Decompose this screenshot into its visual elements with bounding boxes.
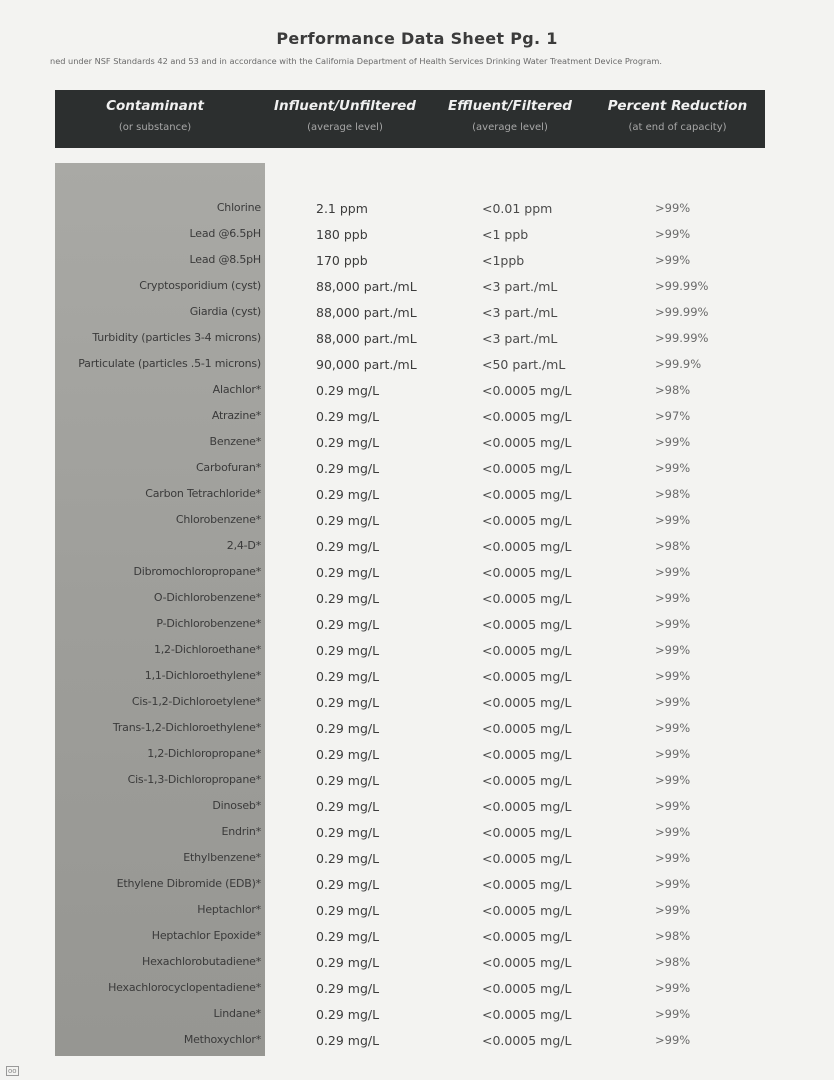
effluent-cell: <3 part./mL [482,279,558,294]
header-effluent [430,90,590,148]
table-row [55,352,765,378]
effluent-cell: <0.0005 mg/L [482,487,572,502]
influent-cell: 88,000 part./mL [316,305,417,320]
influent-cell: 0.29 mg/L [316,773,380,788]
table-row [55,820,765,846]
influent-cell: 0.29 mg/L [316,1033,380,1048]
reduction-cell: >99% [655,591,691,605]
table-row [55,560,765,586]
table-row [55,846,765,872]
effluent-cell: <0.0005 mg/L [482,643,572,658]
effluent-cell: <0.0005 mg/L [482,929,572,944]
influent-cell: 88,000 part./mL [316,279,417,294]
effluent-cell: <0.0005 mg/L [482,825,572,840]
reduction-cell: >99% [655,799,691,813]
contaminant-cell: Lindane* [213,1007,261,1020]
reduction-cell: >99% [655,851,691,865]
table-row [55,274,765,300]
influent-cell: 88,000 part./mL [316,331,417,346]
effluent-cell: <0.0005 mg/L [482,591,572,606]
contaminant-cell: 1,2-Dichloroethane* [153,643,261,656]
contaminant-cell: Atrazine* [211,409,261,422]
reduction-cell: >99% [655,513,691,527]
header-influent [260,90,430,148]
effluent-cell: <0.0005 mg/L [482,409,572,424]
table-row [55,196,765,222]
table-row [55,430,765,456]
influent-cell: 0.29 mg/L [316,435,380,450]
header-subtitle: (average level) [472,122,548,133]
effluent-cell: <3 part./mL [482,305,558,320]
table-row [55,950,765,976]
reduction-cell: >99% [655,435,691,449]
reduction-cell: >99% [655,903,691,917]
effluent-cell: <0.0005 mg/L [482,903,572,918]
contaminant-cell: Endrin* [221,825,261,838]
influent-cell: 0.29 mg/L [316,383,380,398]
reduction-cell: >99% [655,981,691,995]
table-row [55,534,765,560]
effluent-cell: <0.0005 mg/L [482,695,572,710]
table-row [55,768,765,794]
contaminant-cell: Carbon Tetrachloride* [145,487,261,500]
corner-mark: oo [8,1067,17,1075]
reduction-cell: >99.99% [655,279,709,293]
effluent-cell: <0.0005 mg/L [482,669,572,684]
influent-cell: 0.29 mg/L [316,591,380,606]
reduction-cell: >99% [655,201,691,215]
contaminant-cell: Alachlor* [212,383,261,396]
reduction-cell: >99% [655,461,691,475]
reduction-cell: >99% [655,617,691,631]
contaminant-cell: P-Dichlorobenzene* [156,617,261,630]
reduction-cell: >99% [655,643,691,657]
table-row [55,326,765,352]
reduction-cell: >97% [655,409,691,423]
contaminant-cell: O-Dichlorobenzene* [153,591,261,604]
reduction-cell: >98% [655,955,691,969]
header-title: Percent Reduction [607,98,748,114]
reduction-cell: >99% [655,1007,691,1021]
header-subtitle: (or substance) [118,122,192,133]
effluent-cell: <50 part./mL [482,357,566,372]
contaminant-cell: Benzene* [209,435,261,448]
effluent-cell: <0.0005 mg/L [482,877,572,892]
reduction-cell: >99.99% [655,331,709,345]
contaminant-cell: Cryptosporidium (cyst) [139,279,261,292]
influent-cell: 0.29 mg/L [316,721,380,736]
table-row [55,456,765,482]
effluent-cell: <0.0005 mg/L [482,747,572,762]
table-row [55,378,765,404]
influent-cell: 0.29 mg/L [316,799,380,814]
contaminant-cell: 2,4-D* [226,539,261,552]
contaminant-cell: Heptachlor* [197,903,261,916]
header-title: Effluent/Filtered [448,98,572,114]
effluent-cell: <0.0005 mg/L [482,851,572,866]
table-row [55,716,765,742]
reduction-cell: >98% [655,539,691,553]
reduction-cell: >99% [655,773,691,787]
header-contaminant [55,90,255,148]
effluent-cell: <1ppb [482,253,525,268]
reduction-cell: >99% [655,565,691,579]
effluent-cell: <0.0005 mg/L [482,435,572,450]
table-row [55,794,765,820]
page-title: Performance Data Sheet Pg. 1 [276,29,558,48]
influent-cell: 0.29 mg/L [316,461,380,476]
table-row [55,300,765,326]
table-row [55,222,765,248]
contaminant-cell: Particulate (particles .5-1 microns) [78,357,261,370]
contaminant-cell: Hexachlorocyclopentadiene* [108,981,261,994]
contaminant-cell: Lead @8.5pH [189,253,261,266]
table-row [55,898,765,924]
table-row [55,508,765,534]
influent-cell: 180 ppb [316,227,368,242]
effluent-cell: <0.0005 mg/L [482,721,572,736]
table-row [55,586,765,612]
page-subtitle: ned under NSF Standards 42 and 53 and in accordance with the California Department of Health Services Drinking Water Treatment Device Program. [50,56,662,66]
table-row [55,872,765,898]
contaminant-cell: Carbofuran* [195,461,261,474]
table-row [55,924,765,950]
effluent-cell: <0.0005 mg/L [482,539,572,554]
header-percent-reduction [590,90,765,148]
influent-cell: 0.29 mg/L [316,487,380,502]
influent-cell: 0.29 mg/L [316,929,380,944]
influent-cell: 0.29 mg/L [316,513,380,528]
table-row [55,690,765,716]
reduction-cell: >99% [655,253,691,267]
influent-cell: 0.29 mg/L [316,695,380,710]
table-row [55,976,765,1002]
table-header [55,90,765,148]
contaminant-cell: Chlorine [216,201,261,214]
influent-cell: 0.29 mg/L [316,643,380,658]
contaminant-cell: Turbidity (particles 3-4 microns) [92,331,261,344]
contaminant-cell: Dinoseb* [212,799,261,812]
influent-cell: 0.29 mg/L [316,825,380,840]
influent-cell: 0.29 mg/L [316,565,380,580]
influent-cell: 0.29 mg/L [316,539,380,554]
header-subtitle: (average level) [307,122,383,133]
effluent-cell: <0.0005 mg/L [482,773,572,788]
contaminant-cell: Lead @6.5pH [189,227,261,240]
reduction-cell: >99% [655,747,691,761]
influent-cell: 0.29 mg/L [316,669,380,684]
contaminant-cell: Dibromochloropropane* [133,565,261,578]
effluent-cell: <0.0005 mg/L [482,1033,572,1048]
reduction-cell: >99% [655,721,691,735]
reduction-cell: >98% [655,383,691,397]
reduction-cell: >99% [655,669,691,683]
header-title: Contaminant [106,98,204,114]
effluent-cell: <0.0005 mg/L [482,981,572,996]
influent-cell: 0.29 mg/L [316,617,380,632]
contaminant-cell: 1,1-Dichloroethylene* [144,669,261,682]
contaminant-cell: Giardia (cyst) [189,305,261,318]
contaminant-cell: Cis-1,2-Dichloroetylene* [131,695,261,708]
effluent-cell: <0.0005 mg/L [482,617,572,632]
effluent-cell: <0.0005 mg/L [482,461,572,476]
influent-cell: 0.29 mg/L [316,851,380,866]
effluent-cell: <0.01 ppm [482,201,553,216]
contaminant-cell: Hexachlorobutadiene* [142,955,261,968]
data-table [55,196,765,1054]
influent-cell: 2.1 ppm [316,201,368,216]
table-row [55,664,765,690]
contaminant-cell: Cis-1,3-Dichloropropane* [127,773,261,786]
effluent-cell: <0.0005 mg/L [482,513,572,528]
influent-cell: 0.29 mg/L [316,747,380,762]
table-row [55,248,765,274]
contaminant-cell: Chlorobenzene* [175,513,261,526]
effluent-cell: <0.0005 mg/L [482,565,572,580]
effluent-cell: <1 ppb [482,227,529,242]
effluent-cell: <0.0005 mg/L [482,799,572,814]
reduction-cell: >99% [655,227,691,241]
reduction-cell: >99.9% [655,357,702,371]
reduction-cell: >99% [655,825,691,839]
contaminant-cell: Trans-1,2-Dichloroethylene* [112,721,261,734]
influent-cell: 0.29 mg/L [316,903,380,918]
influent-cell: 0.29 mg/L [316,409,380,424]
influent-cell: 0.29 mg/L [316,877,380,892]
effluent-cell: <0.0005 mg/L [482,383,572,398]
influent-cell: 170 ppb [316,253,368,268]
reduction-cell: >99.99% [655,305,709,319]
contaminant-cell: Heptachlor Epoxide* [151,929,261,942]
table-row [55,612,765,638]
effluent-cell: <0.0005 mg/L [482,1007,572,1022]
reduction-cell: >99% [655,877,691,891]
table-row [55,404,765,430]
reduction-cell: >98% [655,487,691,501]
table-row [55,482,765,508]
table-row [55,1002,765,1028]
reduction-cell: >99% [655,1033,691,1047]
reduction-cell: >99% [655,695,691,709]
contaminant-cell: Ethylbenzene* [183,851,261,864]
influent-cell: 0.29 mg/L [316,1007,380,1022]
contaminant-cell: Ethylene Dibromide (EDB)* [116,877,261,890]
contaminant-cell: Methoxychlor* [183,1033,261,1046]
table-row [55,742,765,768]
influent-cell: 0.29 mg/L [316,955,380,970]
contaminant-cell: 1,2-Dichloropropane* [147,747,261,760]
effluent-cell: <3 part./mL [482,331,558,346]
influent-cell: 90,000 part./mL [316,357,417,372]
header-subtitle: (at end of capacity) [628,122,727,133]
reduction-cell: >98% [655,929,691,943]
table-row [55,1028,765,1054]
table-row [55,638,765,664]
header-title: Influent/Unfiltered [274,98,416,114]
influent-cell: 0.29 mg/L [316,981,380,996]
effluent-cell: <0.0005 mg/L [482,955,572,970]
